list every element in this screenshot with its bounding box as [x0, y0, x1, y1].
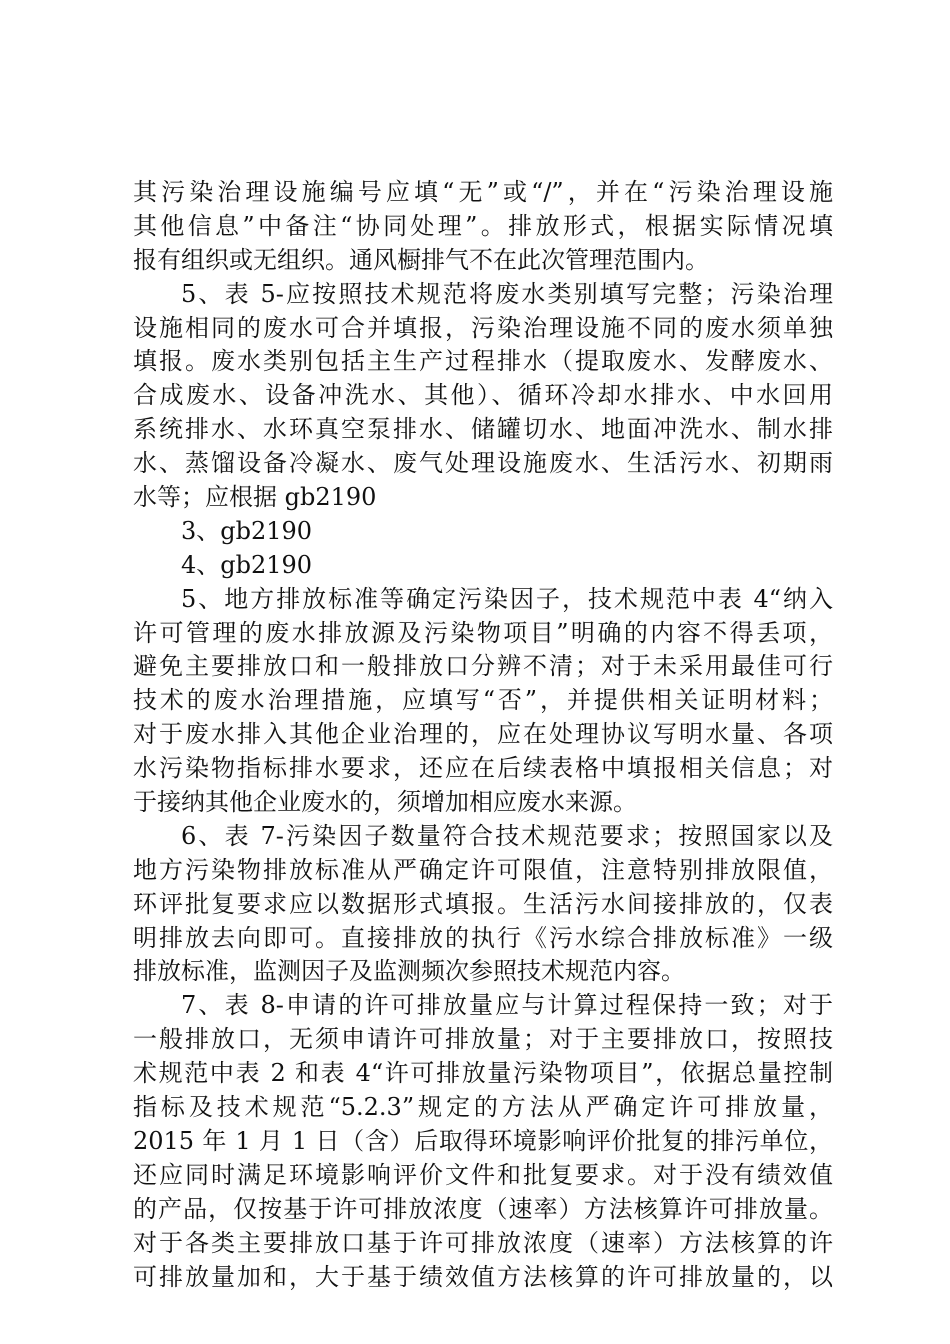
text-line: 其他信息”中备注“协同处理”。排放形式，根据实际情况填 [133, 211, 833, 240]
text-line: 技术的废水治理措施，应填写“否”，并提供相关证明材料； [133, 686, 833, 715]
text-line: 系统排水、水环真空泵排水、储罐切水、地面冲洗水、制水排 [133, 415, 833, 444]
text-line: 还应同时满足环境影响评价文件和批复要求。对于没有绩效值 [133, 1160, 833, 1189]
body-text [133, 176, 833, 1294]
text-line: 水、蒸馏设备冷凝水、废气处理设施废水、生活污水、初期雨 [133, 449, 833, 478]
text-line: 其污染治理设施编号应填“无”或“/”，并在“污染治理设施 [133, 178, 833, 206]
text-line: 水污染物指标排水要求，还应在后续表格中填报相关信息；对 [133, 754, 833, 783]
text-line: 的产品，仅按基于许可排放浓度（速率）方法核算许可排放量。 [133, 1194, 833, 1223]
text-line: 环评批复要求应以数据形式填报。生活污水间接排放的，仅表 [133, 889, 833, 918]
text-line: 6、表 7-污染因子数量符合技术规范要求；按照国家以及 [181, 821, 833, 850]
text-line: 4、gb2190 [181, 550, 313, 579]
text-line: 2015 年 1 月 1 日（含）后取得环境影响评价批复的排污单位， [133, 1126, 833, 1155]
text-line: 5、表 5-应按照技术规范将废水类别填写完整；污染治理 [181, 279, 833, 308]
text-line: 地方污染物排放标准从严确定许可限值，注意特别排放限值， [133, 855, 833, 884]
text-line: 设施相同的废水可合并填报，污染治理设施不同的废水须单独 [133, 313, 833, 342]
text-line: 于接纳其他企业废水的，须增加相应废水来源。 [133, 788, 637, 817]
text-line: 指标及技术规范“5.2.3”规定的方法从严确定许可排放量， [133, 1093, 833, 1122]
text-line: 明排放去向即可。直接排放的执行《污水综合排放标准》一级 [133, 923, 833, 952]
text-line: 报有组织或无组织。通风橱排气不在此次管理范围内。 [133, 245, 709, 274]
text-line: 许可管理的废水排放源及污染物项目”明确的内容不得丢项， [133, 618, 833, 647]
text-line: 一般排放口，无须申请许可排放量；对于主要排放口，按照技 [133, 1025, 833, 1054]
text-line: 排放标准，监测因子及监测频次参照技术规范内容。 [133, 957, 685, 986]
text-line: 术规范中表 2 和表 4“许可排放量污染物项目”，依据总量控制 [133, 1059, 833, 1088]
text-line: 7、表 8-申请的许可排放量应与计算过程保持一致；对于 [181, 991, 833, 1020]
text-line: 对于废水排入其他企业治理的，应在处理协议写明水量、各项 [133, 720, 833, 749]
text-line: 填报。废水类别包括主生产过程排水（提取废水、发酵废水、 [133, 347, 833, 376]
text-line: 5、地方排放标准等确定污染因子，技术规范中表 4“纳入 [181, 584, 833, 613]
text-line: 水等；应根据 gb2190 [133, 483, 377, 512]
text-line: 避免主要排放口和一般排放口分辨不清；对于未采用最佳可行 [133, 652, 833, 681]
text-line: 可排放量加和，大于基于绩效值方法核算的许可排放量的，以 [133, 1262, 833, 1291]
text-line: 对于各类主要排放口基于许可排放浓度（速率）方法核算的许 [133, 1228, 833, 1257]
text-line: 合成废水、设备冲洗水、其他）、循环冷却水排水、中水回用 [133, 381, 833, 410]
text-line: 3、gb2190 [181, 516, 313, 545]
